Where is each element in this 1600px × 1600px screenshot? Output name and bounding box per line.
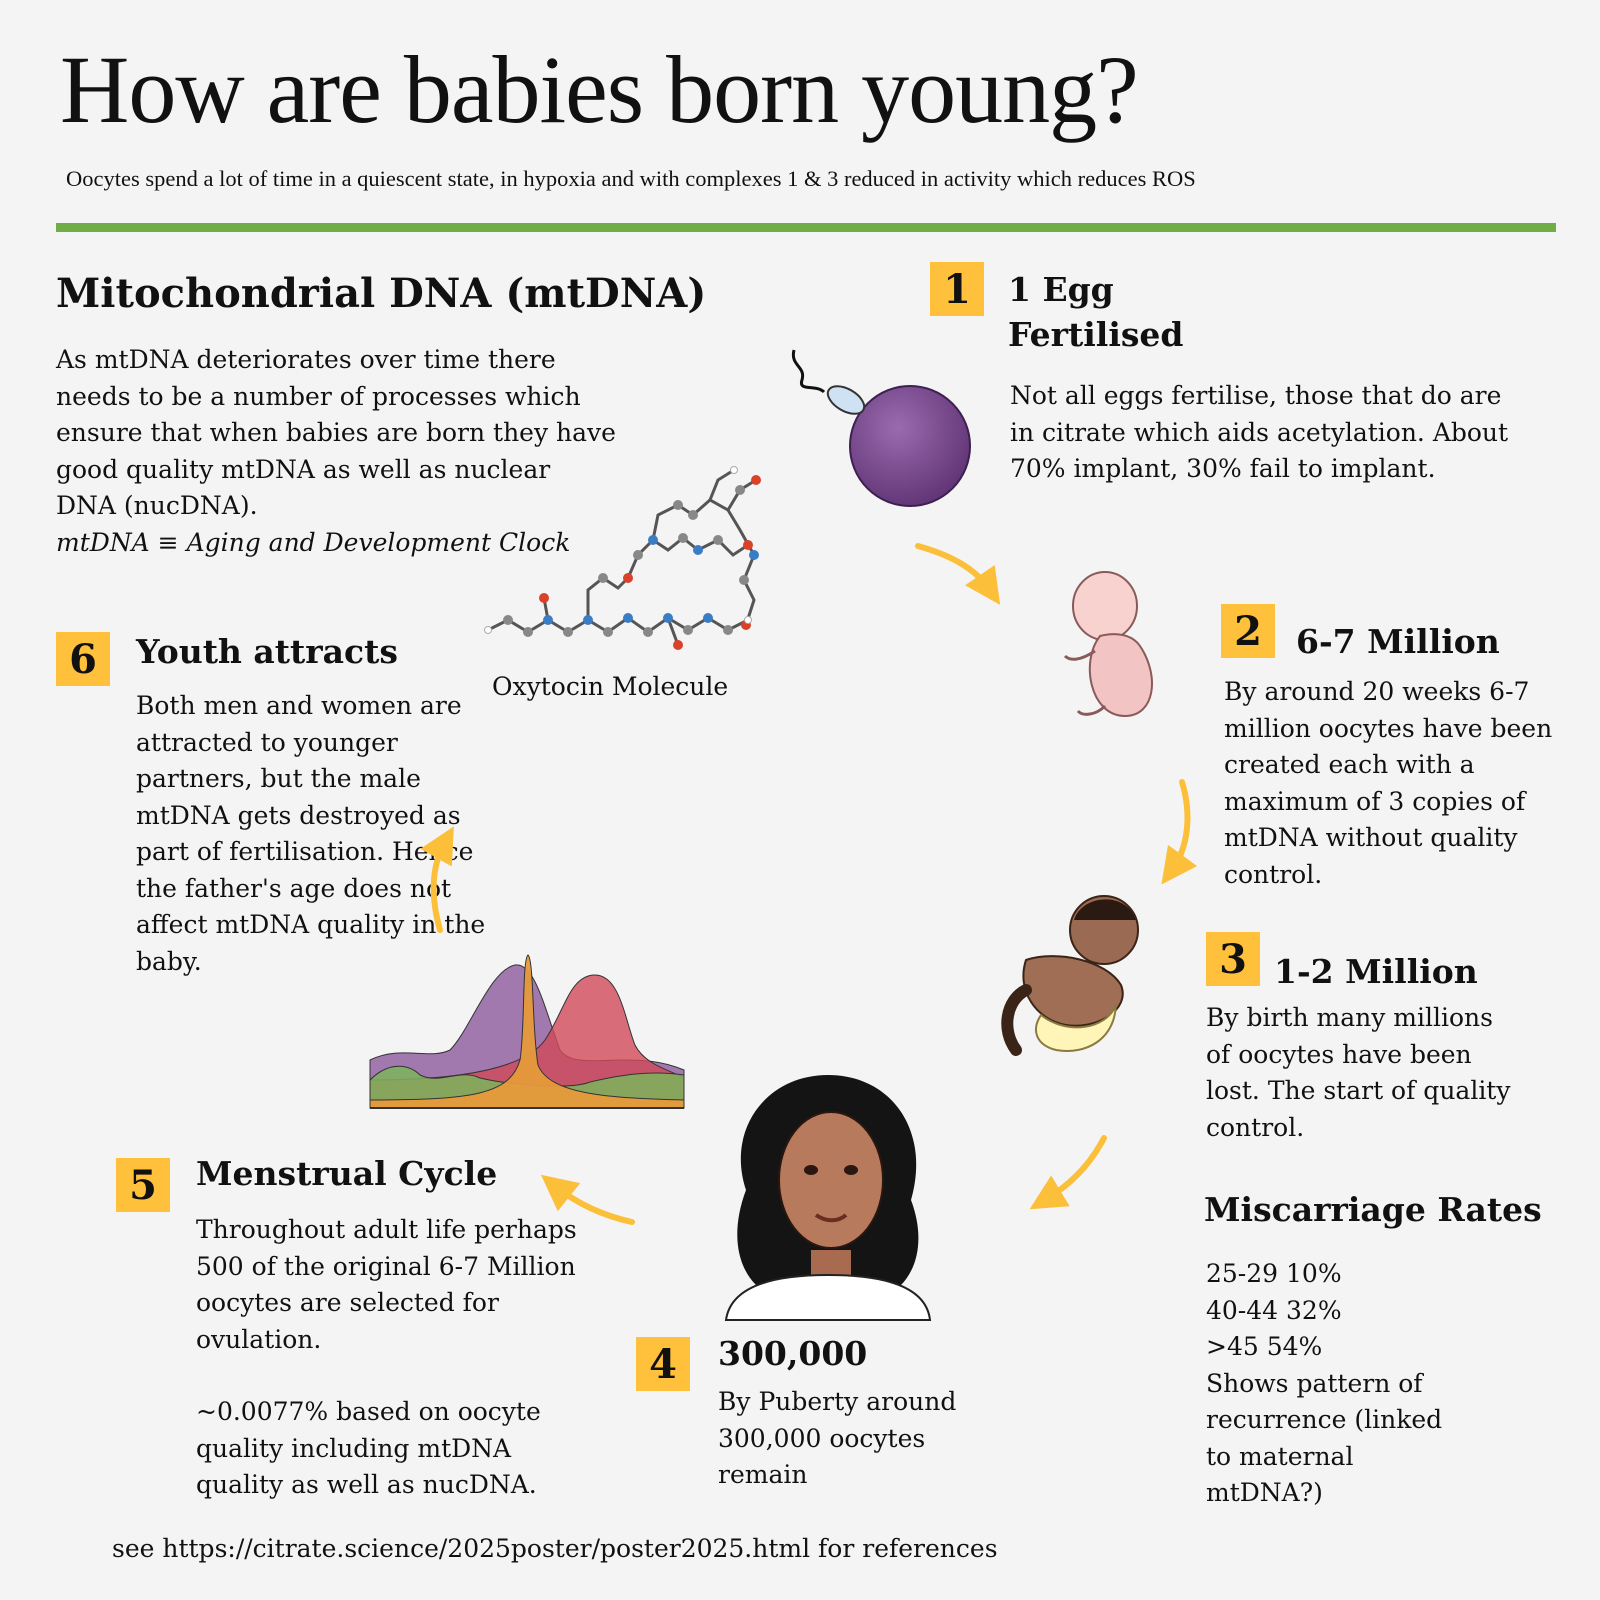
step-2-body: By around 20 weeks 6-7 million oocytes have been created each with a maximum of 3 copies of mtDNA without quality control. [1224,677,1553,889]
step-6-badge: 6 [56,632,110,686]
mtdna-body-text: As mtDNA deteriorates over time there needs to be a number of processes which ensure that when babies are born they have good quality mtDNA as well as nuclear DNA (nucDNA). [56,345,616,520]
step-5-badge: 5 [116,1158,170,1212]
step-5-body-text: Throughout adult life perhaps 500 of the original 6-7 Million oocytes are selected for ovulation. [196,1215,577,1354]
step-1-heading-line2: Fertilised [1008,314,1184,354]
miscarriage-heading: Miscarriage Rates [1204,1190,1542,1229]
mtdna-heading: Mitochondrial DNA (mtDNA) [56,270,707,317]
step-5-body-text-2: ~0.0077% based on oocyte quality including mtDNA quality as well as nucDNA. [196,1397,541,1499]
step-4-body: By Puberty around 300,000 oocytes remain [718,1387,957,1489]
miscarriage-rate-40-44: 40-44 32% [1206,1295,1342,1325]
step-3-body: By birth many millions of oocytes have been lost. The start of quality control. [1206,1003,1511,1142]
page-subtitle: Oocytes spend a lot of time in a quiescent state, in hypoxia and with complexes 1 & 3 reduced in activity which reduces ROS [66,166,1196,191]
step-2-heading: 6-7 Million [1296,622,1500,661]
step-4-badge: 4 [636,1337,690,1391]
molecule-caption: Oxytocin Molecule [492,672,729,701]
step-6-body: Both men and women are attracted to younger partners, but the male mtDNA gets destroyed as part of fertilisation. Hence the father's age does not affect mtDNA quality in the baby. [136,691,486,976]
step-5-heading: Menstrual Cycle [196,1154,498,1193]
step-6-heading: Youth attracts [136,632,398,671]
step-3-heading: 1-2 Million [1274,952,1478,991]
step-1-heading-line1: 1 Egg [1008,270,1114,309]
mtdna-clock: mtDNA ≡ Aging and Development Clock [56,527,571,557]
step-4-heading: 300,000 [718,1334,868,1373]
miscarriage-note: Shows pattern of recurrence (linked to maternal mtDNA?) [1206,1368,1443,1507]
references-footer: see https://citrate.science/2025poster/poster2025.html for references [112,1534,998,1563]
step-1-body: Not all eggs fertilise, those that do are in citrate which aids acetylation. About 70% implant, 30% fail to implant. [1010,381,1509,483]
step-3-badge: 3 [1206,932,1260,986]
miscarriage-rate-25-29: 25-29 10% [1206,1259,1342,1288]
step-1-badge: 1 [930,262,984,316]
miscarriage-rate-45: >45 54% [1206,1332,1323,1361]
step-2-badge: 2 [1221,604,1275,658]
page-title: How are babies born young? [60,36,1138,143]
